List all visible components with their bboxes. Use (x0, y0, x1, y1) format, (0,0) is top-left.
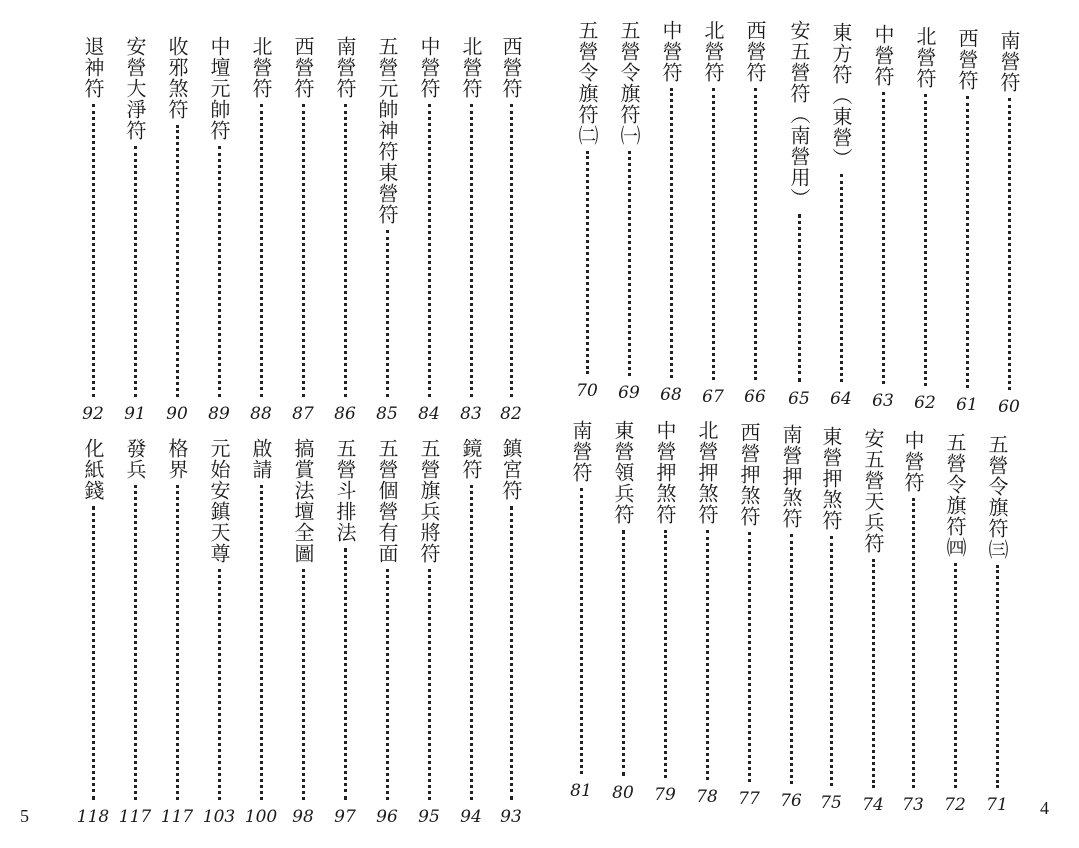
entry-title: 五營令旗符㈢ (985, 434, 1009, 560)
dot-leader (966, 96, 969, 388)
entry-title: 安營大淨符 (123, 36, 147, 141)
dot-leader (260, 104, 263, 397)
dot-leader (218, 146, 221, 397)
entry-page-number: 61 (956, 395, 978, 415)
toc-entry[interactable] (456, 36, 486, 425)
entry-page-number: 72 (944, 795, 966, 815)
toc-entry[interactable] (816, 426, 846, 814)
left-page-bottom-section (0, 438, 540, 828)
entry-page-number: 117 (160, 807, 194, 827)
entry-page-number: 87 (292, 404, 314, 424)
toc-entry[interactable] (868, 24, 898, 412)
dot-leader (470, 485, 473, 800)
dot-leader (386, 569, 389, 800)
entry-page-number: 60 (998, 397, 1020, 417)
entry-page-number: 82 (500, 404, 522, 424)
dot-leader (912, 498, 915, 788)
entry-title: 五營斗排法 (333, 438, 357, 543)
toc-entry[interactable] (78, 438, 108, 828)
dot-leader (628, 151, 631, 376)
entry-title: 搞賞法壇全圖 (291, 438, 315, 564)
toc-entry[interactable] (734, 422, 764, 810)
dot-leader (586, 151, 589, 374)
page-folio: 4 (1040, 798, 1049, 818)
dot-leader (510, 104, 513, 397)
toc-entry[interactable] (572, 20, 602, 402)
toc-entry[interactable] (608, 420, 638, 804)
entry-title: 中營符 (659, 20, 683, 83)
dot-leader (798, 214, 801, 382)
toc-entry[interactable] (120, 438, 150, 828)
entry-page-number: 74 (862, 795, 884, 815)
entry-page-number: 69 (618, 383, 640, 403)
toc-entry[interactable] (910, 26, 940, 414)
entry-title: 東方符（東營） (829, 22, 853, 169)
entry-page-number: 78 (696, 787, 718, 807)
toc-entry[interactable] (456, 438, 486, 828)
entry-page-number: 79 (654, 785, 676, 805)
dot-leader (428, 569, 431, 800)
entry-page-number: 81 (570, 781, 592, 801)
dot-leader (176, 125, 179, 397)
dot-leader (344, 548, 347, 800)
entry-title: 格界 (165, 438, 189, 480)
entry-title: 中營符 (901, 430, 925, 493)
toc-entry[interactable] (372, 438, 402, 828)
entry-title: 西營符 (955, 28, 979, 91)
dot-leader (872, 559, 875, 788)
toc-entry[interactable] (78, 36, 108, 425)
toc-entry[interactable] (204, 438, 234, 828)
dot-leader (302, 569, 305, 800)
toc-entry[interactable] (740, 20, 770, 408)
dot-leader (840, 174, 843, 382)
toc-entry[interactable] (414, 36, 444, 425)
page-folio: 5 (20, 806, 29, 826)
dot-leader (134, 485, 137, 800)
left-page-top-section (0, 30, 540, 425)
entry-page-number: 91 (124, 404, 146, 424)
entry-title: 退神符 (81, 36, 105, 99)
toc-entry[interactable] (162, 36, 192, 425)
toc-entry[interactable] (414, 438, 444, 828)
dot-leader (924, 94, 927, 386)
toc-entry[interactable] (246, 438, 276, 828)
entry-title: 中營符 (417, 36, 441, 99)
dot-leader (996, 565, 999, 788)
entry-page-number: 64 (830, 389, 852, 409)
dot-leader (754, 88, 757, 380)
toc-entry[interactable] (372, 36, 402, 425)
entry-page-number: 66 (744, 387, 766, 407)
dot-leader (92, 506, 95, 800)
toc-entry[interactable] (330, 438, 360, 828)
dot-leader (712, 88, 715, 380)
dot-leader (302, 104, 305, 397)
entry-page-number: 97 (334, 807, 356, 827)
toc-entry[interactable] (162, 438, 192, 828)
entry-page-number: 76 (780, 791, 802, 811)
entry-title: 北營押煞符 (695, 420, 719, 525)
toc-entry[interactable] (982, 434, 1012, 816)
entry-title: 發兵 (123, 438, 147, 480)
entry-page-number: 85 (376, 404, 398, 424)
dot-leader (748, 532, 751, 782)
dot-leader (176, 485, 179, 800)
entry-title: 安五營天兵符 (861, 428, 885, 554)
entry-title: 南營押煞符 (779, 424, 803, 529)
toc-entry[interactable] (656, 20, 686, 406)
dot-leader (1008, 98, 1011, 390)
dot-leader (882, 92, 885, 384)
entry-title: 西營符 (499, 36, 523, 99)
entry-title: 五營旗兵將符 (417, 438, 441, 564)
toc-entry[interactable] (826, 22, 856, 410)
entry-page-number: 84 (418, 404, 440, 424)
toc-entry[interactable] (496, 36, 526, 425)
entry-page-number: 93 (500, 807, 522, 827)
entry-page-number: 98 (292, 807, 314, 827)
toc-entry[interactable] (566, 420, 596, 802)
dot-leader (386, 230, 389, 397)
entry-title: 北營符 (459, 36, 483, 99)
entry-page-number: 117 (118, 807, 152, 827)
entry-title: 西營押煞符 (737, 422, 761, 527)
entry-title: 北營符 (701, 20, 725, 83)
entry-page-number: 86 (334, 404, 356, 424)
toc-entry[interactable] (692, 420, 722, 808)
entry-title: 鎮宮符 (499, 438, 523, 501)
dot-leader (830, 536, 833, 786)
entry-page-number: 94 (460, 807, 482, 827)
dot-leader (954, 563, 957, 788)
entry-title: 西營符 (291, 36, 315, 99)
toc-entry[interactable] (288, 36, 318, 425)
entry-title: 北營符 (249, 36, 273, 99)
entry-title: 南營符 (333, 36, 357, 99)
entry-page-number: 103 (202, 807, 236, 827)
entry-title: 南營符 (569, 420, 593, 483)
entry-page-number: 95 (418, 807, 440, 827)
dot-leader (664, 530, 667, 778)
dot-leader (510, 506, 513, 800)
toc-entry[interactable] (330, 36, 360, 425)
entry-page-number: 75 (820, 793, 842, 813)
toc-entry[interactable] (650, 420, 680, 806)
entry-page-number: 70 (576, 381, 598, 401)
dot-leader (344, 104, 347, 397)
right-page (540, 0, 1079, 848)
entry-title: 中壇元帥符 (207, 36, 231, 141)
entry-page-number: 100 (244, 807, 278, 827)
toc-entry[interactable] (246, 36, 276, 425)
entry-page-number: 62 (914, 393, 936, 413)
toc-entry[interactable] (614, 20, 644, 404)
toc-entry[interactable] (698, 20, 728, 408)
toc-entry[interactable] (784, 20, 814, 410)
entry-title: 五營元帥神符東營符 (375, 36, 399, 225)
entry-title: 東營領兵符 (611, 420, 635, 525)
toc-entry[interactable] (204, 36, 234, 425)
dot-leader (580, 488, 583, 774)
entry-page-number: 80 (612, 783, 634, 803)
entry-title: 中營押煞符 (653, 420, 677, 525)
entry-page-number: 71 (986, 795, 1008, 815)
entry-page-number: 89 (208, 404, 230, 424)
dot-leader (706, 530, 709, 780)
entry-page-number: 63 (872, 391, 894, 411)
entry-title: 北營符 (913, 26, 937, 89)
right-page-top-section (540, 14, 1079, 417)
entry-page-number: 67 (702, 387, 724, 407)
toc-entry[interactable] (898, 430, 928, 816)
entry-title: 元始安鎮天尊 (207, 438, 231, 564)
entry-title: 中營符 (871, 24, 895, 87)
dot-leader (622, 530, 625, 776)
entry-page-number: 73 (902, 795, 924, 815)
toc-entry[interactable] (496, 438, 526, 828)
entry-title: 收邪煞符 (165, 36, 189, 120)
entry-page-number: 90 (166, 404, 188, 424)
entry-title: 鏡符 (459, 438, 483, 480)
entry-title: 東營押煞符 (819, 426, 843, 531)
toc-entry[interactable] (288, 438, 318, 828)
entry-page-number: 77 (738, 789, 760, 809)
dot-leader (428, 104, 431, 397)
toc-entry[interactable] (940, 432, 970, 816)
dot-leader (470, 104, 473, 397)
right-page-bottom-section (540, 418, 1079, 818)
toc-entry[interactable] (952, 28, 982, 416)
dot-leader (790, 534, 793, 784)
toc-entry[interactable] (776, 424, 806, 812)
entry-title: 五營個營有面 (375, 438, 399, 564)
entry-title: 西營符 (743, 20, 767, 83)
entry-title: 五營令旗符㈡ (575, 20, 599, 146)
dot-leader (218, 569, 221, 800)
dot-leader (92, 104, 95, 397)
entry-title: 安五營符（南營用） (787, 20, 811, 209)
entry-page-number: 83 (460, 404, 482, 424)
entry-page-number: 118 (76, 807, 110, 827)
entry-title: 化紙錢 (81, 438, 105, 501)
dot-leader (260, 485, 263, 800)
entry-page-number: 65 (788, 389, 810, 409)
toc-entry[interactable] (120, 36, 150, 425)
dot-leader (670, 88, 673, 378)
toc-entry[interactable] (994, 30, 1024, 418)
entry-page-number: 68 (660, 385, 682, 405)
entry-title: 啟請 (249, 438, 273, 480)
entry-title: 五營令旗符㈠ (617, 20, 641, 146)
toc-entry[interactable] (858, 428, 888, 816)
dot-leader (134, 146, 137, 397)
entry-page-number: 92 (82, 404, 104, 424)
entry-title: 南營符 (997, 30, 1021, 93)
entry-title: 五營令旗符㈣ (943, 432, 967, 558)
entry-page-number: 96 (376, 807, 398, 827)
entry-page-number: 88 (250, 404, 272, 424)
